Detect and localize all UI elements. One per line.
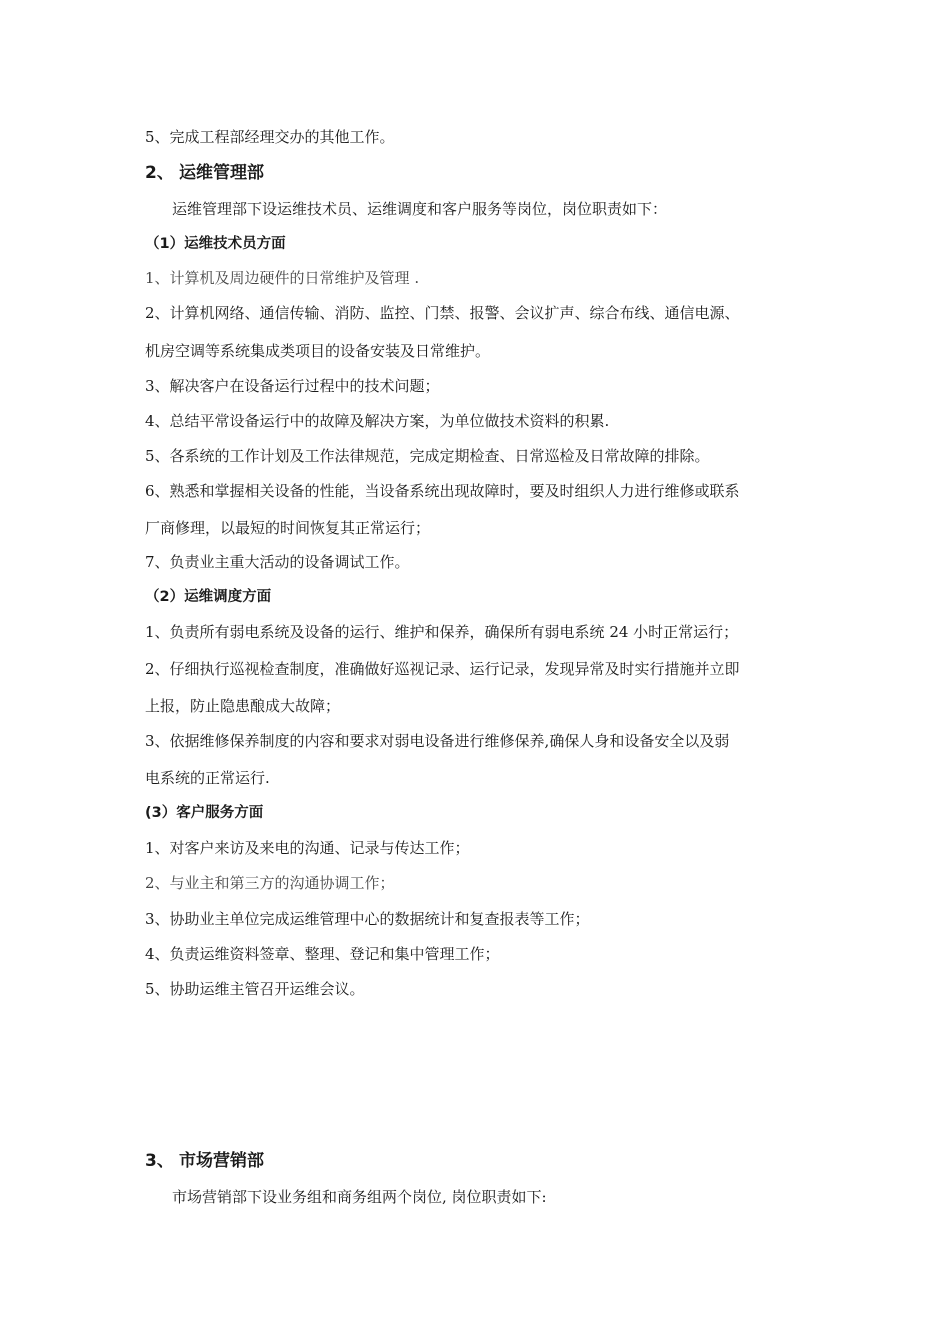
list-item: 2、计算机网络、通信传输、消防、监控、门禁、报警、会议扩声、综合布线、通信电源、 <box>145 304 740 322</box>
list-item: 3、依据维修保养制度的内容和要求对弱电设备进行维修保养,确保人身和设备安全以及弱 <box>145 732 730 750</box>
list-item-continuation: 厂商修理，以最短的时间恢复其正常运行； <box>145 519 431 537</box>
list-item-continuation: 上报，防止隐患酿成大故障； <box>145 697 341 715</box>
list-item: 4、总结平常设备运行中的故障及解决方案，为单位做技术资料的积累. <box>145 412 610 430</box>
list-item-continuation: 机房空调等系统集成类项目的设备安装及日常维护。 <box>145 342 491 360</box>
paragraph-line: 5、完成工程部经理交办的其他工作。 <box>145 128 395 146</box>
list-item: 1、负责所有弱电系统及设备的运行、维护和保养，确保所有弱电系统 24 小时正常运行； <box>145 623 739 641</box>
subsection-heading: （2）运维调度方面 <box>145 589 272 605</box>
list-item: 5、各系统的工作计划及工作法律规范，完成定期检查、日常巡检及日常故障的排除。 <box>145 447 710 465</box>
list-item: 3、协助业主单位完成运维管理中心的数据统计和复查报表等工作； <box>145 910 590 928</box>
list-item-continuation: 电系统的正常运行. <box>145 769 270 787</box>
list-item: 3、解决客户在设备运行过程中的技术问题； <box>145 377 440 395</box>
section-intro: 市场营销部下设业务组和商务组两个岗位, 岗位职责如下: <box>172 1188 547 1206</box>
list-item: 7、负责业主重大活动的设备调试工作。 <box>145 553 410 571</box>
list-item: 1、对客户来访及来电的沟通、记录与传达工作； <box>145 839 470 857</box>
list-item: 2、与业主和第三方的沟通协调工作； <box>145 874 395 892</box>
section-number: 3、 <box>145 1151 174 1171</box>
section-intro: 运维管理部下设运维技术员、运维调度和客户服务等岗位，岗位职责如下： <box>172 200 668 218</box>
subsection-heading: （1）运维技术员方面 <box>145 236 286 252</box>
section-heading <box>145 1150 264 1172</box>
subsection-heading: (3）客户服务方面 <box>145 805 264 821</box>
section-title: 市场营销部 <box>179 1151 264 1171</box>
list-item: 6、熟悉和掌握相关设备的性能，当设备系统出现故障时，要及时组织人力进行维修或联系 <box>145 482 740 500</box>
list-item: 1、计算机及周边硬件的日常维护及管理 . <box>145 269 420 287</box>
list-item: 5、协助运维主管召开运维会议。 <box>145 980 365 998</box>
list-item: 4、负责运维资料签章、整理、登记和集中管理工作； <box>145 945 500 963</box>
section-title: 运维管理部 <box>179 163 264 183</box>
section-heading <box>145 162 264 184</box>
list-item: 2、仔细执行巡视检查制度，准确做好巡视记录、运行记录，发现异常及时实行措施并立即 <box>145 660 740 678</box>
section-number: 2、 <box>145 163 174 183</box>
